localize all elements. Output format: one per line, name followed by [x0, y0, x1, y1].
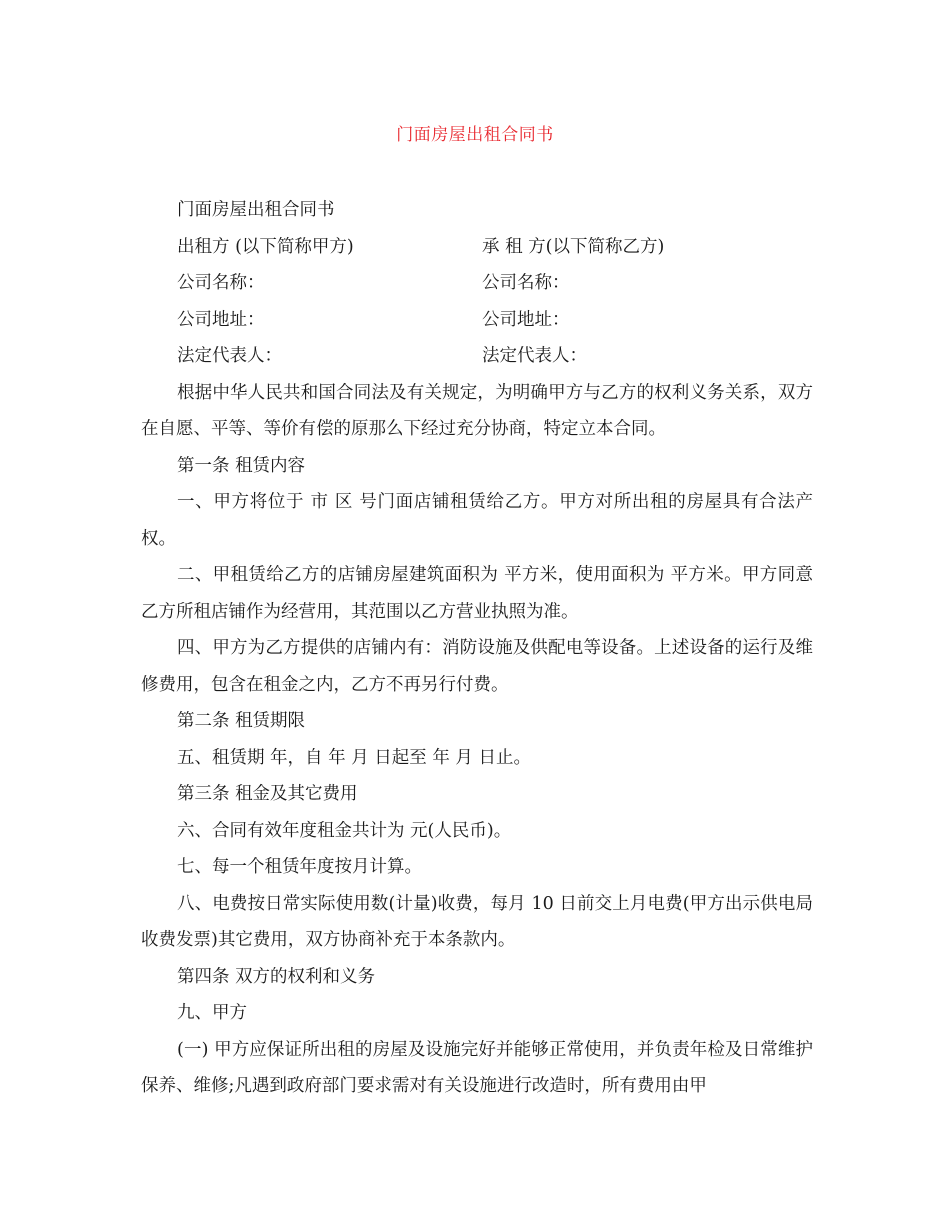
lessee-legal-rep: 法定代表人：	[482, 346, 587, 366]
contract-heading: 门面房屋出租合同书	[177, 200, 335, 220]
document-body	[141, 192, 813, 1105]
article-heading: 第二条 租赁期限	[177, 711, 306, 731]
clause-paragraph: 八、电费按日常实际使用数(计量)收费，每月 10 日前交上月电费(甲方出示供电局收费发票)其它费用，双方协商补充于本条款内。	[141, 893, 813, 950]
article-heading: 第三条 租金及其它费用	[177, 784, 358, 804]
legal-rep-row	[141, 338, 813, 375]
lessor-legal-rep: 法定代表人：	[177, 346, 282, 366]
lessor-company-name: 公司名称：	[177, 273, 265, 293]
clause-paragraph: 二、甲租赁给乙方的店铺房屋建筑面积为 平方米，使用面积为 平方米。甲方同意乙方所租店铺作为经营用，其范围以乙方营业执照为准。	[141, 565, 813, 622]
lessor-label: 出租方 (以下简称甲方)	[177, 236, 354, 257]
parties-row	[141, 229, 813, 266]
lessor-company-address: 公司地址：	[177, 309, 265, 330]
clause-paragraph: 九、甲方	[177, 1003, 247, 1023]
clause-paragraph: 一、甲方将位于 市 区 号门面店铺租赁给乙方。甲方对所出租的房屋具有合法产权。	[141, 492, 813, 549]
clause-paragraph: 七、每一个租赁年度按月计算。	[177, 857, 422, 877]
document-title: 门面房屋出租合同书	[396, 125, 554, 145]
company-address-row	[141, 302, 813, 339]
clause-paragraph: 五、租赁期 年，自 年 月 日起至 年 月 日止。	[177, 747, 531, 768]
preamble-paragraph: 根据中华人民共和国合同法及有关规定，为明确甲方与乙方的权利义务关系，双方在自愿、平等、等价有偿的原那么下经过充分协商，特定立本合同。	[141, 382, 813, 439]
lessee-label: 承 租 方(以下简称乙方)	[482, 236, 665, 257]
lessee-company-name: 公司名称：	[482, 273, 570, 293]
company-name-row	[141, 265, 813, 302]
clause-paragraph: (一) 甲方应保证所出租的房屋及设施完好并能够正常使用，并负责年检及日常维护保养、维修;凡遇到政府部门要求需对有关设施进行改造时，所有费用由甲	[141, 1039, 813, 1096]
article-heading: 第一条 租赁内容	[177, 455, 306, 476]
article-heading: 第四条 双方的权利和义务	[177, 966, 376, 987]
clause-paragraph: 四、甲方为乙方提供的店铺内有：消防设施及供配电等设备。上述设备的运行及维修费用，包含在租金之内，乙方不再另行付费。	[141, 638, 813, 695]
lessee-company-address: 公司地址：	[482, 309, 570, 330]
clause-paragraph: 六、合同有效年度租金共计为 元(人民币)。	[177, 820, 512, 841]
